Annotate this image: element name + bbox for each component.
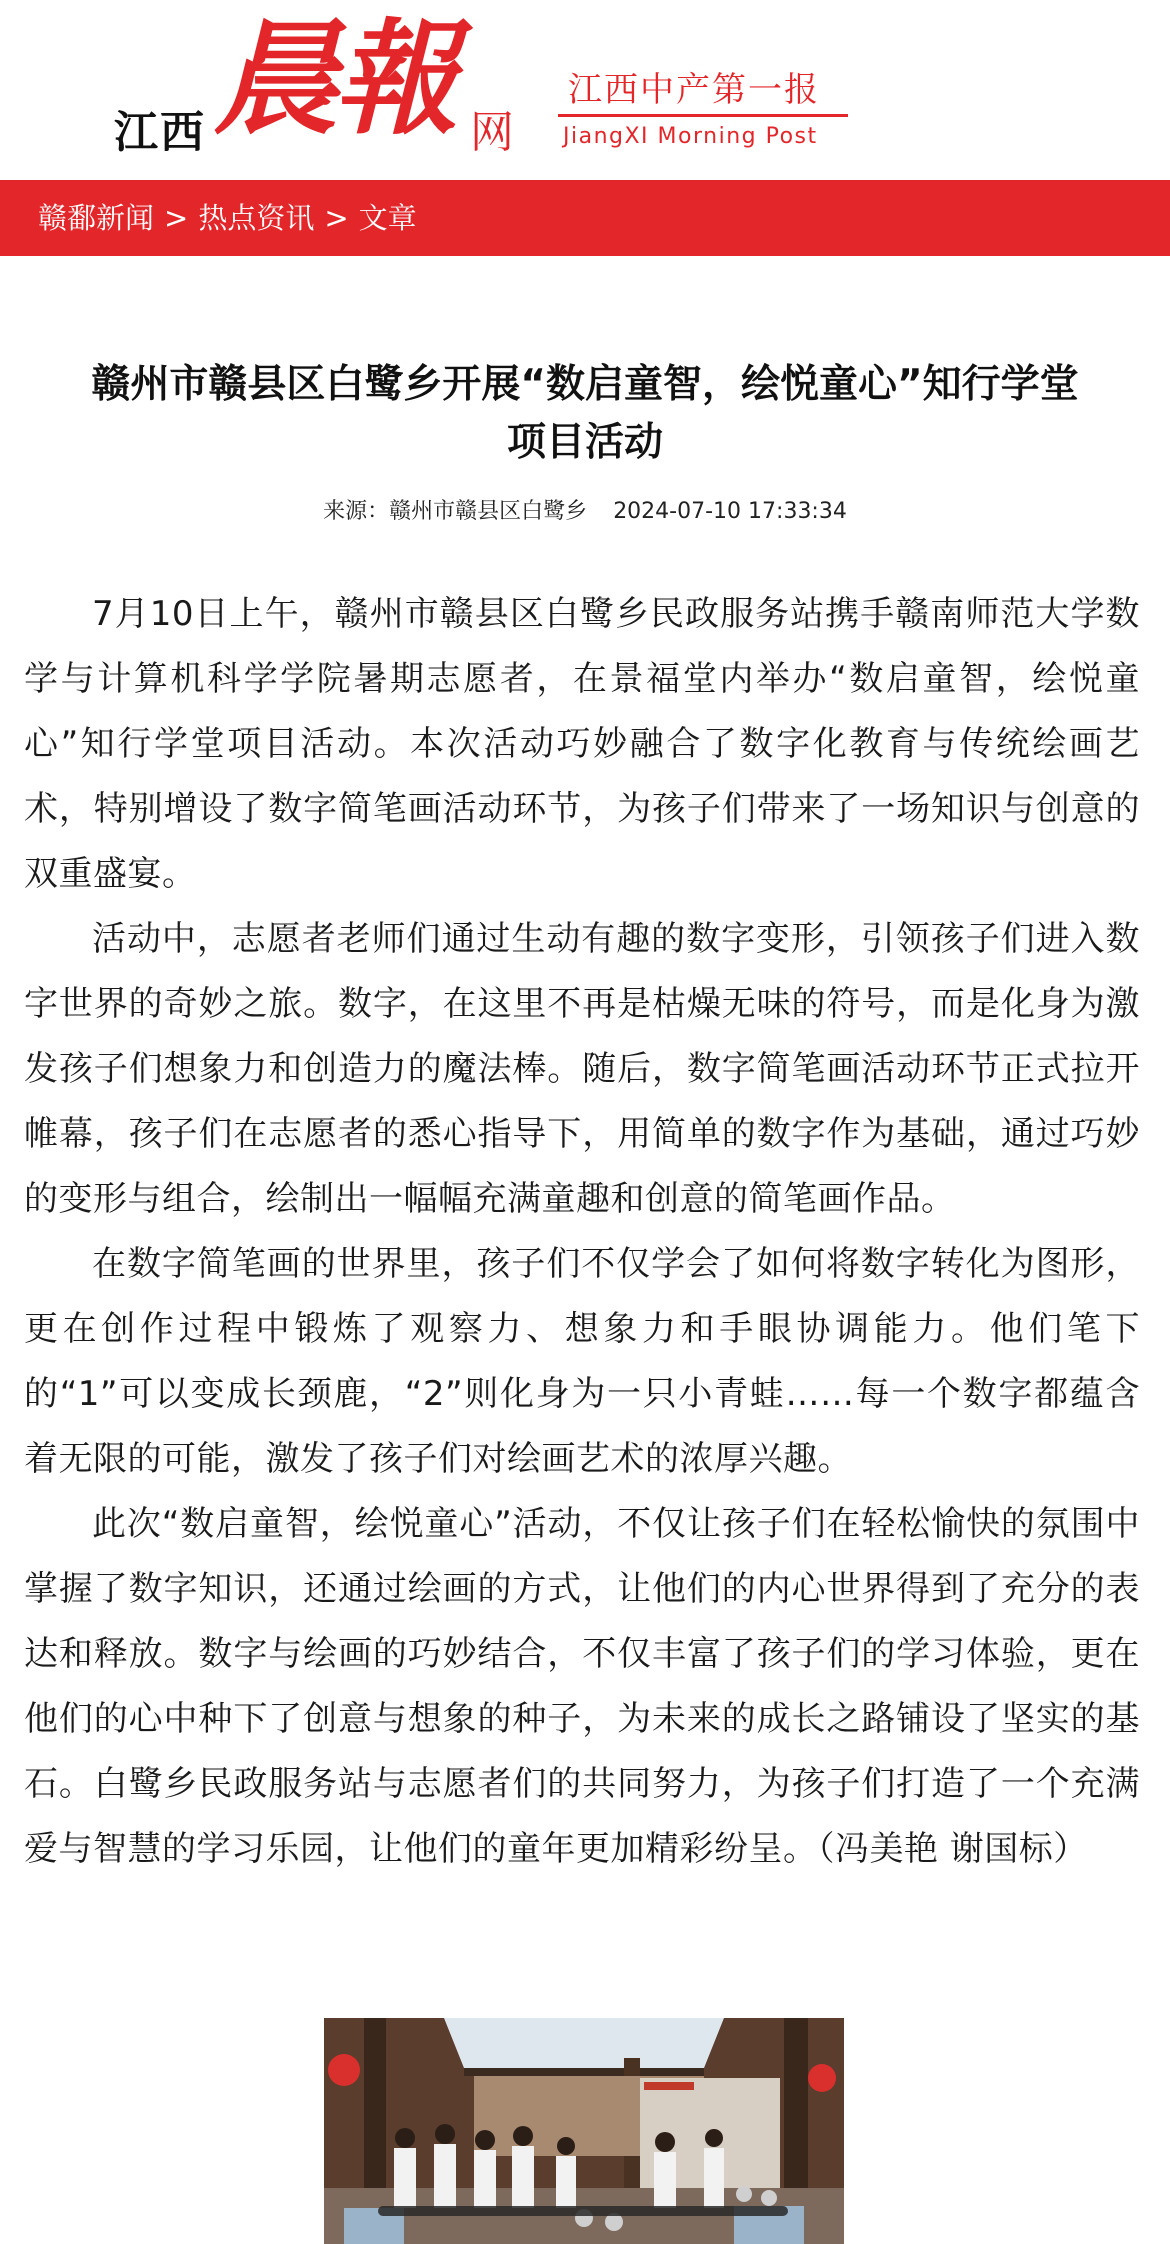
article-paragraph: 活动中，志愿者老师们通过生动有趣的数字变形，引领孩子们进入数字世界的奇妙之旅。数字，在这里不再是枯燥无味的符号，而是化身为激发孩子们想象力和创造力的魔法棒。随后，数字简笔画活动环节正式拉开帷幕，孩子们在志愿者的悉心指导下，用简单的数字作为基础，通过巧妙的变形与组合，绘制出一幅幅充满童趣和创意的简笔画作品。: [24, 919, 1140, 1219]
site-slogan-english: JiangXI Morning Post: [563, 124, 818, 149]
article-title: 赣州市赣县区白鹭乡开展“数启童智，绘悦童心”知行学堂项目活动: [91, 362, 1079, 465]
article-datetime: 2024-07-10 17:33:34: [613, 499, 847, 524]
home-indicator[interactable]: [378, 2206, 788, 2216]
article-paragraph: 在数字简笔画的世界里，孩子们不仅学会了如何将数字转化为图形，更在创作过程中锻炼了观察力、想象力和手眼协调能力。他们笔下的“1”可以变成长颈鹿，“2”则化身为一只小青蛙……每一个数字都蕴含着无限的可能，激发了孩子们对绘画艺术的浓厚兴趣。: [24, 1244, 1140, 1479]
article-source: 赣州市赣县区白鹭乡: [389, 499, 588, 524]
breadcrumb-separator: >: [324, 201, 349, 235]
site-masthead: [0, 0, 1170, 180]
article-paragraph: 此次“数启童智，绘悦童心”活动，不仅让孩子们在轻松愉快的氛围中掌握了数字知识，还通过绘画的方式，让他们的内心世界得到了充分的表达和释放。数字与绘画的巧妙结合，不仅丰富了孩子们的学习体验，更在他们的心中种下了创意与想象的种子，为未来的成长之路铺设了坚实的基石。白鹭乡民政服务站与志愿者们的共同努力，为孩子们打造了一个充满爱与智慧的学习乐园，让他们的童年更加精彩纷呈。（冯美艳 谢国标）: [24, 1504, 1140, 1869]
breadcrumb: [0, 180, 1170, 256]
logo-brand-text: 晨報: [214, 7, 455, 152]
breadcrumb-separator: >: [164, 201, 189, 235]
logo-region-text: 江西: [114, 107, 206, 158]
breadcrumb-item-ganpo-news[interactable]: 赣鄱新闻: [38, 201, 155, 235]
source-label: 来源：: [323, 499, 390, 524]
article-body: [24, 582, 1140, 1882]
article-paragraph: 7月10日上午，赣州市赣县区白鹭乡民政服务站携手赣南师范大学数学与计算机科学学院暑期志愿者，在景福堂内举办“数启童智，绘悦童心”知行学堂项目活动。本次活动巧妙融合了数字化教育与传统绘画艺术，特别增设了数字简笔画活动环节，为孩子们带来了一场知识与创意的双重盛宴。: [24, 594, 1140, 894]
breadcrumb-item-article[interactable]: 文章: [358, 201, 417, 235]
slogan-divider: [558, 114, 848, 117]
site-slogan: 江西中产第一报: [568, 70, 820, 110]
breadcrumb-item-hot-news[interactable]: 热点资讯: [198, 201, 315, 235]
article-meta: [0, 494, 1170, 525]
logo-net-text: 网: [470, 107, 514, 158]
